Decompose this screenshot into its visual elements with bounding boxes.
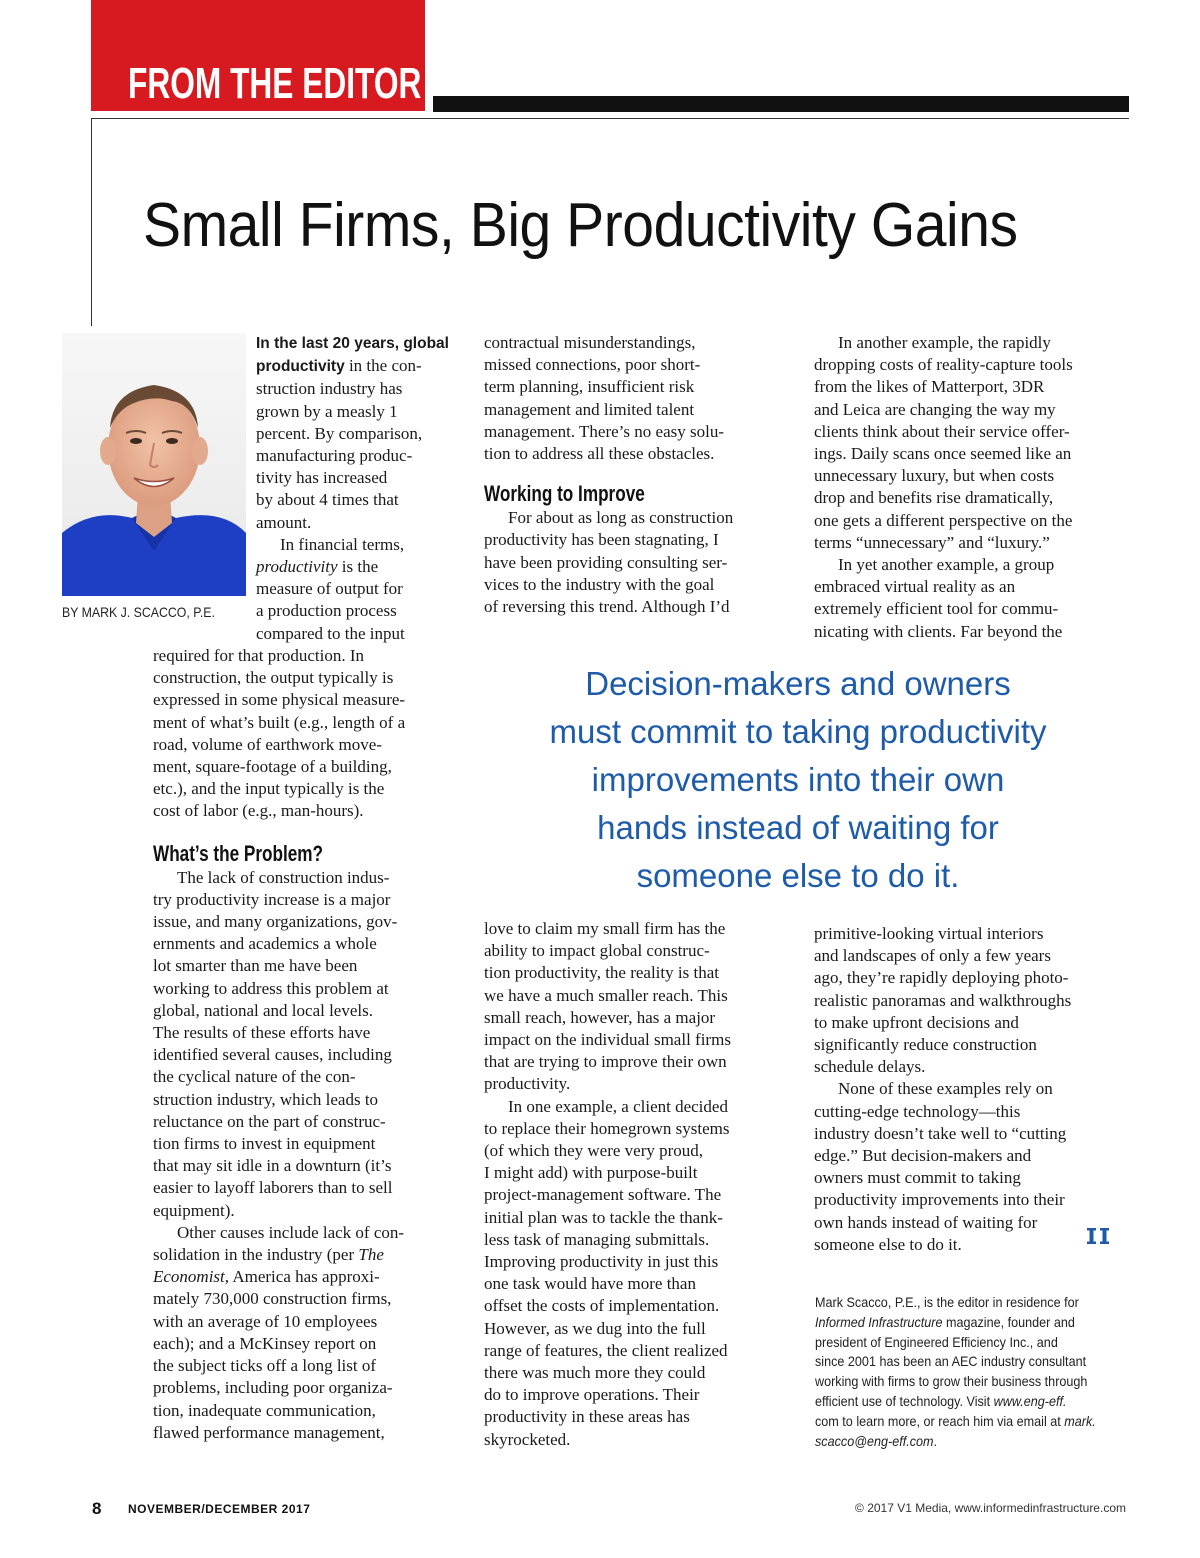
text-line: clients think about their service offer- <box>814 421 1070 441</box>
text-line: the cyclical nature of the con- <box>153 1067 356 1087</box>
byline: BY MARK J. SCACCO, P.E. <box>62 604 215 620</box>
text-line: required for that production. In <box>153 646 365 665</box>
issue-date: NOVEMBER/DECEMBER 2017 <box>128 1502 311 1516</box>
text-line <box>256 355 456 378</box>
bio-line: Mark Scacco, P.E., is the editor in residence for <box>815 1294 1079 1310</box>
text-line: embraced virtual reality as an <box>814 577 1016 597</box>
lead-in: In the last 20 years, global <box>256 335 449 352</box>
text-line: lot smarter than me have been <box>153 956 358 976</box>
text-line: dropping costs of reality-capture tools <box>814 355 1073 375</box>
column-2-top <box>484 332 784 618</box>
section-label: FROM THE EDITOR <box>128 59 422 108</box>
text-line: issue, and many organizations, gov- <box>153 912 398 932</box>
text-line: The lack of construction indus- <box>177 867 390 887</box>
text-line: In financial terms, <box>280 534 405 554</box>
end-of-article-icon <box>1086 1226 1110 1246</box>
text-line: construction, the output typically is <box>153 668 394 688</box>
text-line: reluctance on the part of construc- <box>153 1111 386 1131</box>
text-line: term planning, insufficient risk <box>484 377 695 397</box>
text-line: terms “unnecessary” and “luxury.” <box>814 532 1050 552</box>
text-line: flawed performance management, <box>153 1422 385 1442</box>
text-line: etc.), and the input typically is the <box>153 779 385 799</box>
text-line: expressed in some physical measure- <box>153 690 406 710</box>
text-line: with an average of 10 employees <box>153 1311 378 1331</box>
text-line: schedule delays. <box>814 1057 926 1077</box>
text-line: that may sit idle in a downturn (it’s <box>153 1156 392 1176</box>
text-line: tion to address all these obstacles. <box>484 444 715 464</box>
text-line: I might add) with purpose-built <box>484 1163 698 1183</box>
column-3-top <box>814 332 1119 643</box>
text-line: ment of what’s built (e.g., length of a <box>153 712 406 732</box>
text-line: contractual misunderstandings, <box>484 333 696 352</box>
text-line: own hands instead of waiting for <box>814 1212 1038 1232</box>
text-line: tion firms to invest in equipment <box>153 1134 376 1154</box>
text-line <box>256 467 456 489</box>
text-line: tion, inadequate communication, <box>153 1400 376 1420</box>
text-line: have been providing consulting ser- <box>484 552 728 572</box>
bio-line: since 2001 has been an AEC industry consultant <box>815 1353 1087 1370</box>
text-line: there was much more they could <box>484 1363 706 1383</box>
text-line: Economist, America has approxi- <box>153 1267 380 1287</box>
text-line: management. There’s no easy solu- <box>484 421 724 441</box>
pull-quote-line: Decision-makers and owners <box>585 665 1011 702</box>
bio-line: working with firms to grow their business through <box>815 1373 1088 1390</box>
pull-quote-line: someone else to do it. <box>636 857 960 894</box>
text-line: (of which they were very proud, <box>484 1141 704 1161</box>
text-line <box>256 423 456 445</box>
text-line: the subject ticks off a long list of <box>153 1356 377 1376</box>
text-line: The results of these efforts have <box>153 1023 371 1043</box>
column-2-bottom <box>484 918 784 1451</box>
text-line: easier to layoff laborers than to sell <box>153 1178 393 1198</box>
text-line: missed connections, poor short- <box>484 355 701 375</box>
copyright-notice: © 2017 V1 Media, www.informedinfrastructure.com <box>855 1501 1126 1515</box>
text-line: drop and benefits rise dramatically, <box>814 488 1054 508</box>
author-photo <box>62 333 246 596</box>
text-line: struction industry, which leads to <box>153 1089 379 1109</box>
text-line: do to improve operations. Their <box>484 1385 700 1405</box>
bio-line: efficient use of technology. Visit www.eng-eff. <box>815 1392 1067 1409</box>
text-fragment: tivity has increased <box>256 468 388 488</box>
text-line: we have a much smaller reach. This <box>484 985 728 1005</box>
text-line: skyrocketed. <box>484 1429 571 1449</box>
frame-left-rule <box>91 118 92 326</box>
text-line: vices to the industry with the goal <box>484 574 715 594</box>
text-line: one task would have more than <box>484 1274 696 1294</box>
column-3-bottom <box>814 923 1119 1256</box>
frame-top-rule <box>91 118 1129 119</box>
bio-line: Informed Infrastructure magazine, founder and <box>815 1313 1075 1330</box>
text-line: offset the costs of implementation. <box>484 1296 720 1316</box>
text-line: impact on the individual small firms <box>484 1030 731 1050</box>
text-line: primitive-looking virtual interiors <box>814 924 1044 943</box>
text-line: cost of labor (e.g., man-hours). <box>153 801 364 821</box>
text-line: solidation in the industry (per The <box>153 1245 384 1265</box>
text-line: small reach, however, has a major <box>484 1007 716 1027</box>
page-number: 8 <box>92 1499 102 1518</box>
text-line: less task of managing submittals. <box>484 1229 710 1249</box>
text-line: productivity. <box>484 1074 571 1094</box>
text-line: ernments and academics a whole <box>153 934 377 954</box>
text-line: love to claim my small firm has the <box>484 919 726 938</box>
pull-quote <box>480 660 1116 900</box>
text-line: range of features, the client realized <box>484 1340 728 1360</box>
text-line <box>256 512 456 534</box>
text-line: global, national and local levels. <box>153 1000 373 1020</box>
text-line: industry doesn’t take well to “cutting <box>814 1123 1067 1143</box>
text-line: mately 730,000 construction firms, <box>153 1289 392 1309</box>
text-line: nicating with clients. Far beyond the <box>814 621 1063 641</box>
text-line: For about as long as construction <box>508 508 734 528</box>
text-line: project-management software. The <box>484 1185 722 1205</box>
author-bio <box>815 1293 1115 1451</box>
bio-line: president of Engineered Efficiency Inc., and <box>815 1333 1058 1350</box>
text-line: significantly reduce construction <box>814 1035 1037 1055</box>
text-line: from the likes of Matterport, 3DR <box>814 377 1045 397</box>
text-line: that are trying to improve their own <box>484 1052 727 1072</box>
text-line: productivity has been stagnating, I <box>484 530 719 550</box>
text-line: productivity improvements into their <box>814 1190 1065 1210</box>
text-fragment: grown by a measly 1 <box>256 401 398 421</box>
bio-line: com to learn more, or reach him via email at mark. <box>815 1412 1096 1429</box>
text-line: ago, they’re rapidly deploying photo- <box>814 968 1069 988</box>
text-fragment: in the con- <box>344 356 422 376</box>
text-line: However, as we dug into the full <box>484 1318 706 1338</box>
text-fragment: struction industry has <box>256 379 403 399</box>
text-fragment: percent. By comparison, <box>256 423 423 443</box>
subhead-problem: What’s the Problem? <box>153 840 324 866</box>
text-line <box>256 401 456 423</box>
text-line: problems, including poor organiza- <box>153 1378 393 1398</box>
text-line: None of these examples rely on <box>838 1079 1053 1099</box>
column-1-body <box>153 645 458 1444</box>
text-line <box>256 332 456 355</box>
text-line: initial plan was to tackle the thank- <box>484 1207 723 1227</box>
text-line: In yet another example, a group <box>838 555 1055 575</box>
pull-quote-line: must commit to taking productivity <box>549 713 1047 750</box>
text-line: ability to impact global construc- <box>484 941 710 961</box>
text-line: tion productivity, the reality is that <box>484 963 719 983</box>
article-headline: Small Firms, Big Productivity Gains <box>143 191 1018 260</box>
text-line: unnecessary luxury, but when costs <box>814 466 1055 486</box>
text-fragment: by about 4 times that <box>256 490 399 510</box>
text-line: productivity in these areas has <box>484 1407 690 1427</box>
text-line: In another example, the rapidly <box>838 333 1051 352</box>
text-line: Other causes include lack of con- <box>177 1222 405 1242</box>
text-line: a production process <box>256 601 397 621</box>
text-line: productivity is the <box>256 557 379 577</box>
text-line: cutting-edge technology—this <box>814 1101 1021 1121</box>
text-line: of reversing this trend. Although I’d <box>484 597 730 617</box>
text-line: try productivity increase is a major <box>153 889 391 909</box>
text-line: measure of output for <box>256 579 403 599</box>
text-fragment: amount. <box>256 512 312 532</box>
text-line: extremely efficient tool for commu- <box>814 599 1059 619</box>
text-line: ment, square-footage of a building, <box>153 757 392 777</box>
pull-quote-line: improvements into their own <box>591 761 1005 798</box>
text-line: realistic panoramas and walkthroughs <box>814 990 1072 1010</box>
text-line: to replace their homegrown systems <box>484 1118 730 1138</box>
text-fragment: manufacturing produc- <box>256 446 413 466</box>
text-line <box>256 445 456 467</box>
text-line: road, volume of earthwork move- <box>153 734 382 754</box>
column-1-intro <box>256 332 456 645</box>
text-line: someone else to do it. <box>814 1234 962 1254</box>
text-line: Improving productivity in just this <box>484 1252 719 1272</box>
bio-line: scacco@eng-eff.com. <box>815 1432 938 1449</box>
text-line <box>256 378 456 400</box>
text-line <box>256 489 456 511</box>
text-line: In one example, a client decided <box>508 1096 728 1116</box>
text-line: edge.” But decision-makers and <box>814 1146 1032 1166</box>
lead-in: productivity <box>256 358 345 376</box>
text-line: ings. Daily scans once seemed like an <box>814 444 1072 464</box>
text-line: management and limited talent <box>484 399 695 419</box>
text-line: owners must commit to taking <box>814 1168 1021 1188</box>
text-line: compared to the input <box>256 623 405 643</box>
text-line: equipment). <box>153 1200 235 1220</box>
text-line: identified several causes, including <box>153 1045 392 1065</box>
header-rule <box>433 96 1129 112</box>
pull-quote-line: hands instead of waiting for <box>597 809 999 846</box>
text-line: working to address this problem at <box>153 978 389 998</box>
text-line: to make upfront decisions and <box>814 1012 1019 1032</box>
text-line: each); and a McKinsey report on <box>153 1333 377 1353</box>
text-line: and landscapes of only a few years <box>814 946 1051 966</box>
text-line: one gets a different perspective on the <box>814 510 1073 530</box>
subhead-improve: Working to Improve <box>484 481 645 507</box>
text-line: and Leica are changing the way my <box>814 399 1056 419</box>
